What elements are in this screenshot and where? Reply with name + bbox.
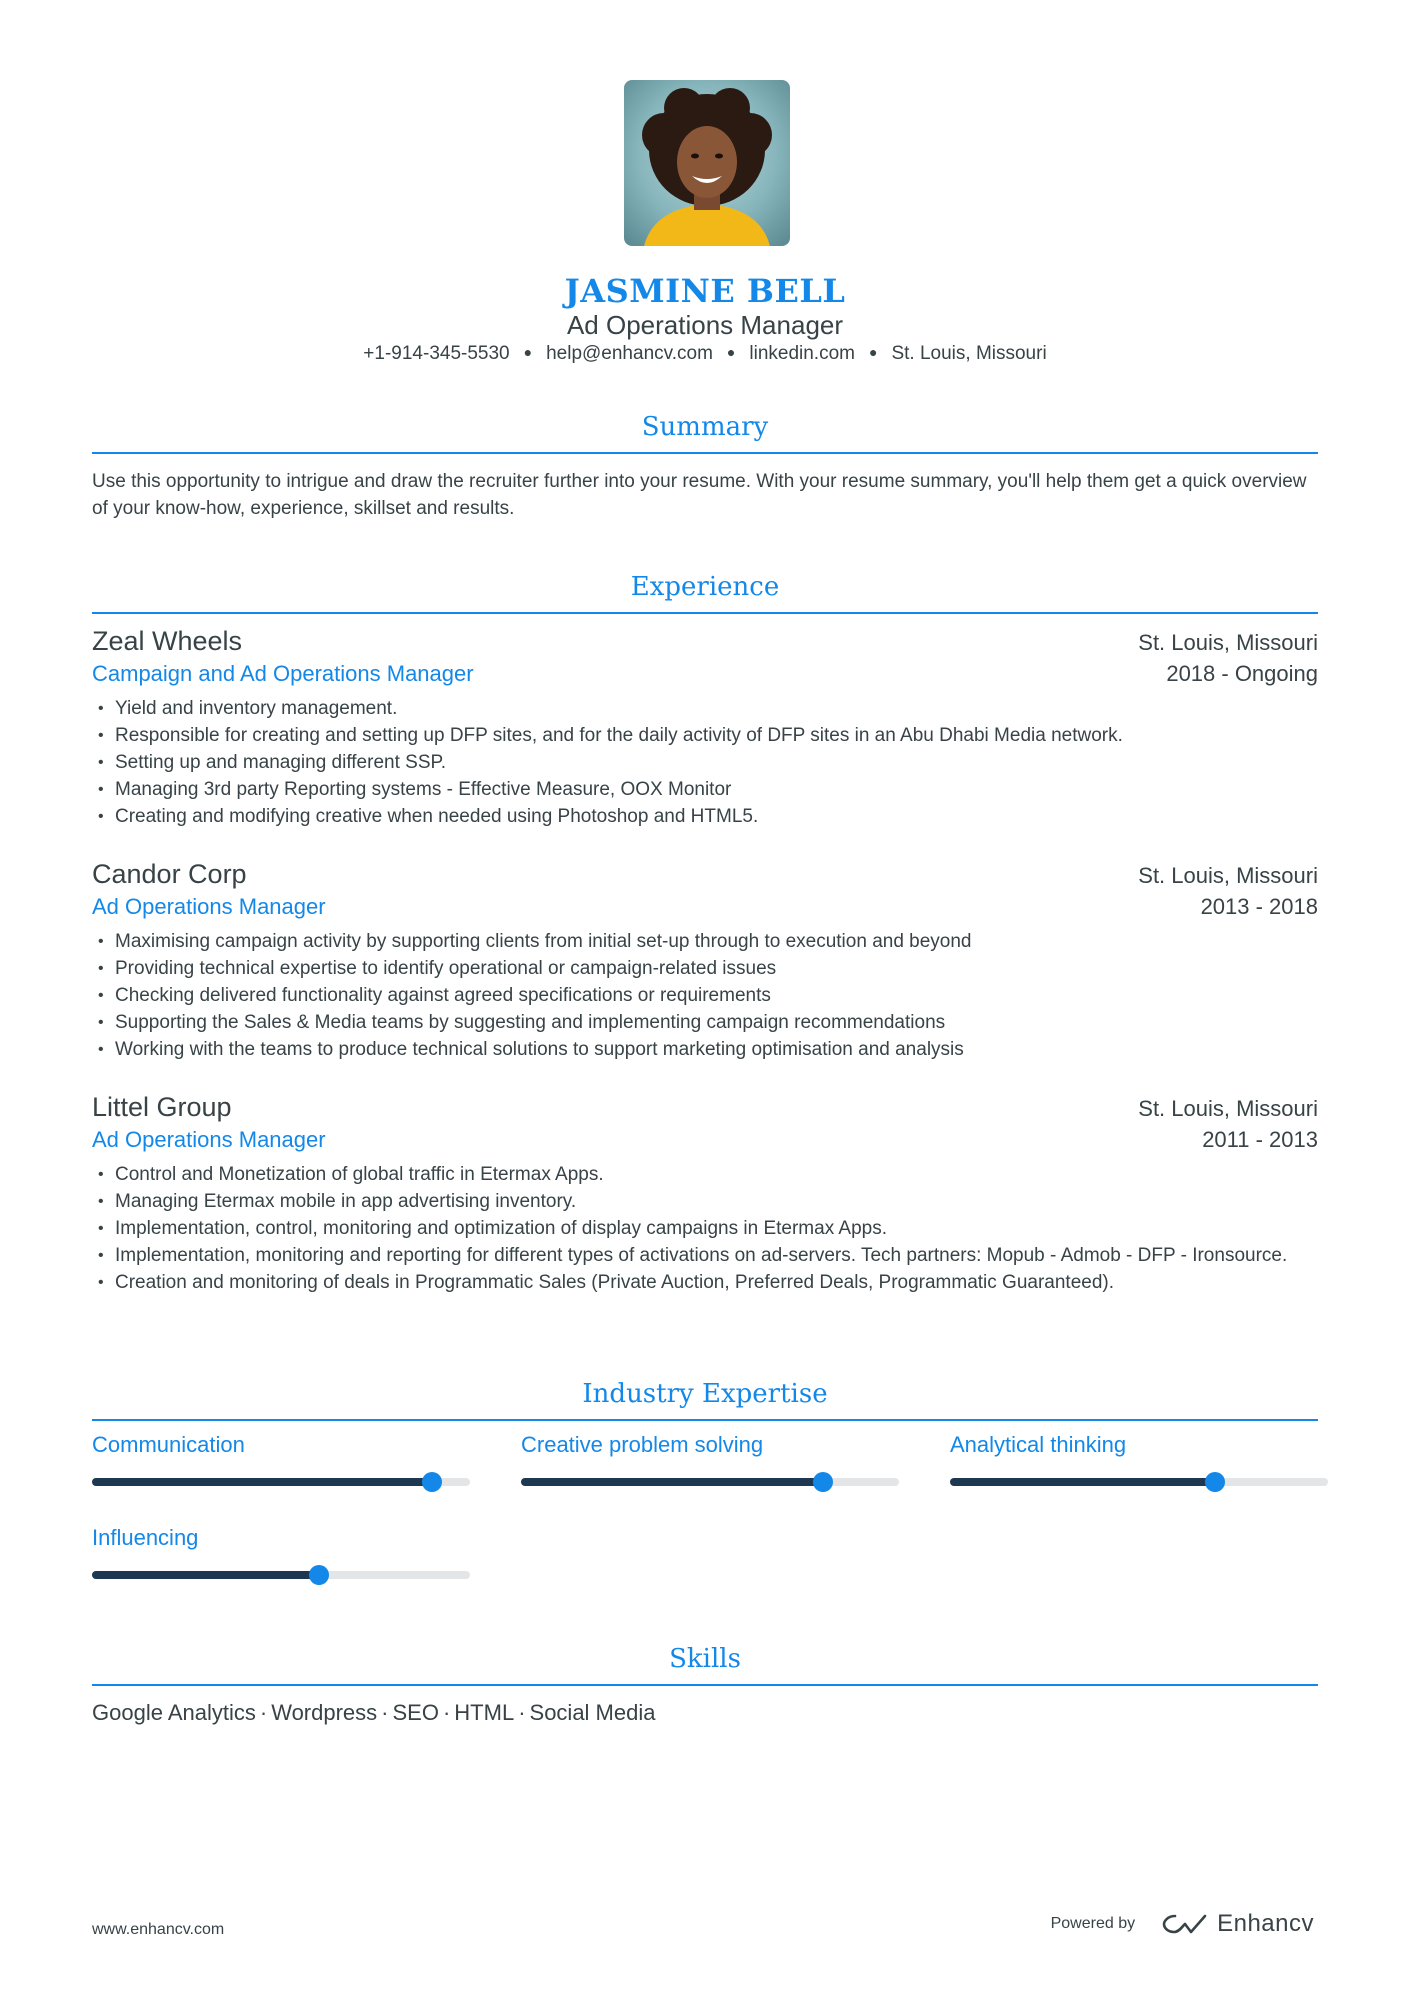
expertise-bar-track: [92, 1478, 470, 1486]
bullet-separator: ●: [726, 344, 736, 360]
bullet-separator: ●: [868, 344, 878, 360]
expertise-bar-fill: [950, 1478, 1215, 1486]
bullet-item: • Checking delivered functionality against agreed specifications or requirements: [92, 982, 1318, 1009]
expertise-bar-track: [92, 1571, 470, 1579]
expertise-item: [92, 1432, 470, 1486]
bullet-item: • Managing Etermax mobile in app advertising inventory.: [92, 1188, 1318, 1215]
expertise-bar-fill: [521, 1478, 823, 1486]
job-entry: [92, 1092, 1318, 1296]
expertise-bar-knob: [1205, 1472, 1225, 1492]
skill-separator: ·: [442, 1700, 451, 1725]
job-dates: 2011 - 2013: [1202, 1127, 1318, 1152]
bullet-item: • Providing technical expertise to identify operational or campaign-related issues: [92, 955, 1318, 982]
company-name: Candor Corp: [92, 859, 247, 889]
enhancv-logo-icon: [1161, 1911, 1209, 1937]
bullet-item: • Managing 3rd party Reporting systems - Effective Measure, OOX Monitor: [92, 776, 1318, 803]
expertise-item: [950, 1432, 1328, 1486]
summary-text: Use this opportunity to intrigue and draw the recruiter further into your resume. With your resume summary, you'll help them get a quick overview of your know-how, experience, skillset and results.: [92, 471, 1307, 519]
expertise-bar-fill: [92, 1478, 432, 1486]
job-location: St. Louis, Missouri: [1138, 630, 1318, 655]
expertise-item: [521, 1432, 899, 1486]
section-heading-expertise: Industry Expertise: [92, 1379, 1318, 1421]
expertise-bar-track: [950, 1478, 1328, 1486]
bullet-item: • Working with the teams to produce technical solutions to support marketing optimisation and analysis: [92, 1036, 1318, 1063]
section-heading-summary: Summary: [92, 412, 1318, 454]
section-heading-skills: Skills: [92, 1644, 1318, 1686]
skill-item: Wordpress: [271, 1700, 378, 1725]
footer-powered-by[interactable]: [1051, 1910, 1314, 1938]
skill-item: Social Media: [529, 1700, 656, 1725]
bullet-item: • Supporting the Sales & Media teams by suggesting and implementing campaign recommendations: [92, 1009, 1318, 1036]
candidate-title: Ad Operations Manager: [566, 310, 844, 340]
location: St. Louis, Missouri: [891, 343, 1047, 364]
skill-item: SEO: [392, 1700, 439, 1725]
job-location: St. Louis, Missouri: [1138, 863, 1318, 888]
job-role: Ad Operations Manager: [92, 894, 326, 919]
avatar: [624, 80, 790, 246]
expertise-bar-track: [521, 1478, 899, 1486]
expertise-item: [92, 1525, 470, 1579]
job-dates: 2013 - 2018: [1200, 894, 1318, 919]
job-bullets: [92, 695, 1318, 830]
bullet-item: • Maximising campaign activity by supporting clients from initial set-up through to execution and beyond: [92, 928, 1318, 955]
bullet-item: • Control and Monetization of global traffic in Etermax Apps.: [92, 1161, 1318, 1188]
company-name: Zeal Wheels: [92, 626, 243, 656]
bullet-item: • Setting up and managing different SSP.: [92, 749, 1318, 776]
candidate-name: JASMINE BELL: [564, 272, 846, 310]
expertise-label: Analytical thinking: [950, 1432, 1127, 1457]
job-location: St. Louis, Missouri: [1138, 1096, 1318, 1121]
skill-separator: ·: [381, 1700, 389, 1725]
expertise-label: Influencing: [92, 1525, 199, 1550]
contact-line: [0, 343, 1410, 365]
expertise-bar-knob: [813, 1472, 833, 1492]
expertise-label: Communication: [92, 1432, 245, 1457]
skill-item: HTML: [454, 1700, 515, 1725]
company-name: Littel Group: [92, 1092, 232, 1122]
job-role: Ad Operations Manager: [92, 1127, 326, 1152]
bullet-item: • Creation and monitoring of deals in Programmatic Sales (Private Auction, Preferred Deals, Programmatic Guaranteed).: [92, 1269, 1318, 1296]
bullet-item: • Responsible for creating and setting up DFP sites, and for the daily activity of DFP sites in an Abu Dhabi Media network.: [92, 722, 1318, 749]
skill-separator: ·: [259, 1700, 268, 1725]
expertise-bar-knob: [422, 1472, 442, 1492]
skill-item: Google Analytics: [92, 1700, 256, 1725]
linkedin[interactable]: linkedin.com: [749, 343, 855, 364]
section-heading-experience: Experience: [92, 572, 1318, 614]
profile-photo: [624, 80, 790, 246]
skill-separator: ·: [518, 1700, 526, 1725]
powered-by-label: Powered by: [1050, 1915, 1136, 1932]
job-dates: 2018 - Ongoing: [1166, 661, 1318, 686]
expertise-bar-knob: [309, 1565, 329, 1585]
bullet-item: • Yield and inventory management.: [92, 695, 1318, 722]
footer-website[interactable]: www.enhancv.com: [92, 1921, 225, 1938]
expertise-bar-fill: [92, 1571, 319, 1579]
bullet-item: • Implementation, monitoring and reporting for different types of activations on ad-servers. Tech partners: Mopub - Admob - DFP - Ironsource.: [92, 1242, 1318, 1269]
job-bullets: [92, 928, 1318, 1063]
expertise-label: Creative problem solving: [521, 1432, 764, 1457]
brand-name: Enhancv: [1217, 1910, 1314, 1937]
job-bullets: [92, 1161, 1318, 1296]
job-entry: [92, 859, 1318, 1063]
job-role: Campaign and Ad Operations Manager: [92, 661, 474, 686]
bullet-item: • Creating and modifying creative when needed using Photoshop and HTML5.: [92, 803, 1318, 830]
email[interactable]: help@enhancv.com: [546, 343, 713, 364]
skills-list: [92, 1700, 1318, 1726]
phone[interactable]: +1-914-345-5530: [363, 343, 510, 364]
bullet-item: • Implementation, control, monitoring and optimization of display campaigns in Etermax Apps.: [92, 1215, 1318, 1242]
bullet-separator: ●: [523, 344, 533, 360]
job-entry: [92, 626, 1318, 830]
